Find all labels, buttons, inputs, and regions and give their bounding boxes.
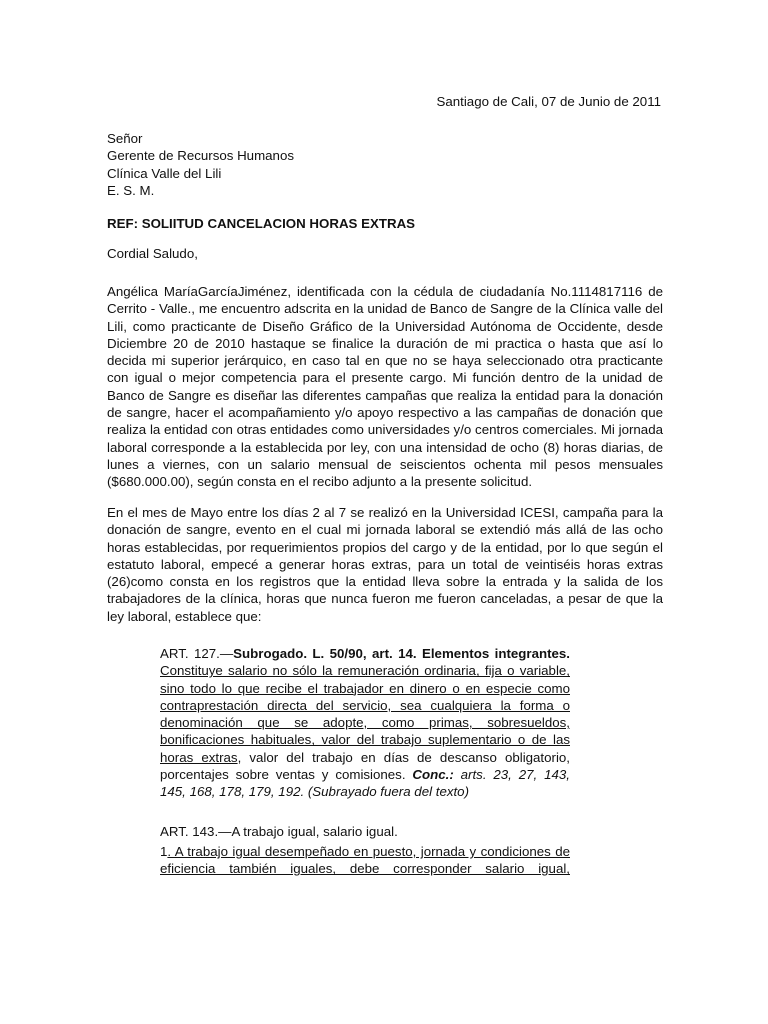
article-127-quote bbox=[160, 645, 570, 801]
letter-date: Santiago de Cali, 07 de Junio de 2011 bbox=[436, 94, 661, 109]
greeting: Cordial Saludo, bbox=[107, 246, 198, 261]
article-143-item-text: . A trabajo igual desempeñado en puesto, jornada y condiciones de eficiencia también iguales, debe corresponder salario igual, bbox=[160, 844, 570, 877]
article-127-conc-label: Conc.: bbox=[412, 767, 454, 783]
article-127-underlined-text: Constituye salario no sólo la remuneración ordinaria, fija o variable, sino todo lo que recibe el trabajador en dinero o en especie como contraprestación directa del servicio, sea cualquiera la forma o denominación que se adopte, como primas, sobresueldos, bonificaciones habituales, valor del trabajo suplementario o de las horas extras bbox=[160, 663, 570, 765]
body-paragraph-2: En el mes de Mayo entre los días 2 al 7 se realizó en la Universidad ICESI, campaña para la donación de sangre, evento en el cual mi jornada laboral se extendió más allá de las ocho horas establecidas, por requerimientos propios del cargo y de la entidad, por lo que según el estatuto laboral, empecé a generar horas extras, para un total de veintiséis horas extras (26)como consta en los registros que la entidad lleva sobre la entrada y la salida de los trabajadores de la clínica, horas que nunca fueron me fueron canceladas, a pesar de que la ley laboral, establece que: bbox=[107, 505, 663, 624]
article-127-plain-text: , valor del trabajo en días de descanso obligatorio, porcentajes sobre ventas y comisiones. bbox=[160, 749, 570, 783]
article-143-title: ART. 143.—A trabajo igual, salario igual. bbox=[160, 824, 398, 839]
reference-line: REF: SOLIITUD CANCELACION HORAS EXTRAS bbox=[107, 216, 416, 231]
article-143-item bbox=[160, 843, 570, 878]
article-143-item-number: 1 bbox=[160, 844, 168, 859]
recipient-city: E. S. M. bbox=[107, 182, 155, 198]
recipient-position: Gerente de Recursos Humanos bbox=[107, 148, 294, 164]
body-paragraph-1: Angélica MaríaGarcíaJiménez, identificada con la cédula de ciudadanía No.1114817116 de Cerrito - Valle., me encuentro adscrita en la unidad de Banco de Sangre de la Clínica valle del Lili, como practicante de Diseño Gráfico de la Universidad Autónoma de Occidente, desde Diciembre 20 de 2010 hastaque se finalice la duración de mi practica o hasta que así lo decida mi superior jerárquico, en caso tal en que no se haya seleccionado otra practicante con igual o mejor competencia para el presente cargo. Mi función dentro de la unidad de Banco de Sangre es diseñar las diferentes campañas que realiza la entidad para la donación de sangre, hacer el acompañamiento y/o apoyo respectivo a las campañas de donación que realiza la entidad con otras entidades como universidades y/o centros comerciales. Mi jornada laboral corresponde a la establecida por ley, con una intensidad de ocho (8) horas diarias, de lunes a viernes, con un salario mensual de seiscientos ochenta mil pesos mensuales ($680.000.00), según consta en el recibo adjunto a la presente solicitud. bbox=[107, 284, 663, 490]
recipient-company: Clínica Valle del Lili bbox=[107, 165, 222, 181]
article-127-title: Subrogado. L. 50/90, art. 14. Elementos integrantes. bbox=[233, 646, 570, 661]
recipient-block bbox=[107, 130, 294, 199]
article-127-conc-text: arts. 23, 27, 143, 145, 168, 178, 179, 192. (Subrayado fuera del texto) bbox=[160, 767, 570, 800]
article-127-prefix: ART. 127.— bbox=[160, 646, 234, 661]
recipient-salutation: Señor bbox=[107, 131, 143, 146]
